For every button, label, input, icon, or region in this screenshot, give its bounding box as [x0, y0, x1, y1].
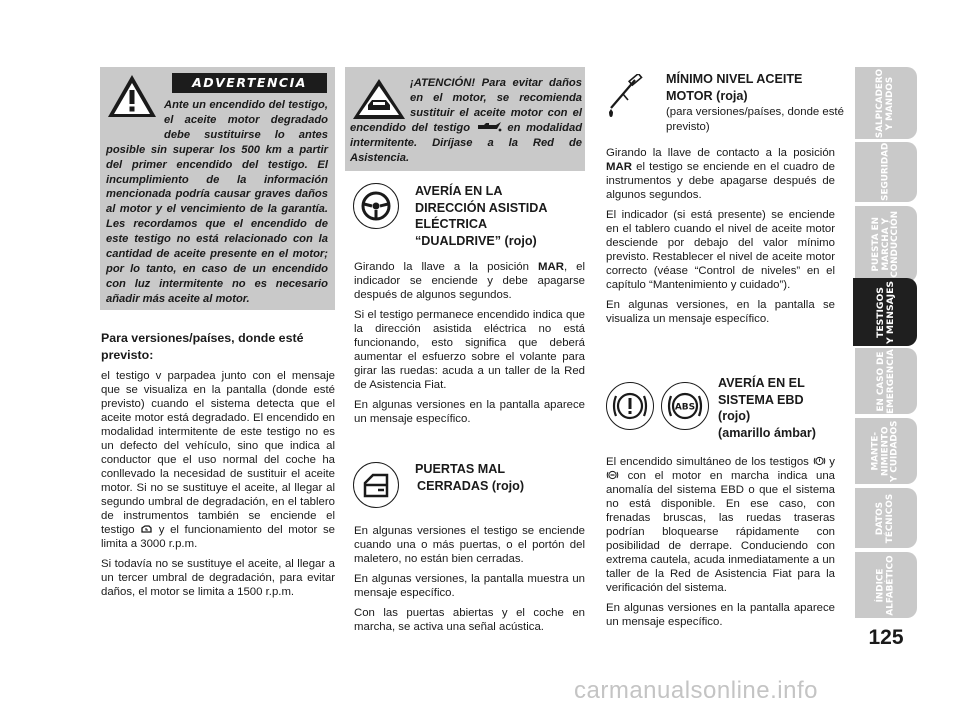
brake-warning-icon	[606, 382, 654, 430]
doors-body	[354, 524, 585, 640]
paragraph: Girando la llave a la posición MAR, el indicador se enciende y debe apagarse después de algunos segundos.	[354, 261, 585, 301]
ebd-title: AVERÍA EN EL SISTEMA EBD (rojo) (amarillo ámbar)	[718, 376, 816, 440]
oil-level-icon	[604, 74, 644, 120]
column-1	[101, 330, 335, 605]
tab-testigos[interactable]: TESTIGOS Y MENSAJES	[853, 278, 917, 346]
paragraph: Girando la llave de contacto a la posición MAR el testigo se enciende en el cuadro de instrumentos y debe apagarse después de algunos segundos.	[606, 147, 835, 201]
doors-title: PUERTAS MAL CERRADAS (rojo)	[415, 462, 525, 493]
paragraph: El encendido simultáneo de los testigos y con el motor en marcha indica una anomalía del sistema EBD o que el sistema no está disponible. En ese caso, con frenadas bruscas, las ruedas traseras podrían bloquearse rápidamente con posibilidad de derrape. Conduciendo con extrema cautela, acuda inmediatamente a un taller de la Red de Asistencia Fiat para la verificación del sistema.	[606, 456, 835, 594]
oil-title: MÍNIMO NIVEL ACEITE MOTOR (roja) (para versiones/países, donde esté previsto)	[666, 72, 844, 133]
paragraph: En algunas versiones en la pantalla aparece un mensaje específico.	[354, 399, 585, 425]
paragraph: El indicador (si está presente) se enciende en el tablero cuando el nivel de aceite motor desciende por debajo del valor mínimo previsto. Restablecer el nivel de aceite motor correcto (véase “Control de niveles” en el capítulo “Mantenimiento y cuidado”).	[606, 209, 835, 291]
oil-can-icon	[476, 121, 502, 132]
tab-salpicadero[interactable]: SALPICADERO Y MANDOS	[855, 67, 917, 139]
oil-degraded-icon	[140, 524, 153, 534]
paragraph: En algunas versiones, la pantalla muestra un mensaje específico.	[354, 573, 585, 599]
oil-body	[606, 146, 835, 332]
paragraph: En algunas versiones el testigo se enciende cuando una o más puertas, o el portón del maletero, no están bien cerradas.	[354, 525, 585, 565]
warning-heading: ADVERTENCIA	[172, 73, 327, 93]
brake-small-icon	[813, 456, 826, 466]
tab-emergencia[interactable]: EN CASO DE EMERGENCIA	[855, 348, 917, 414]
attention-text: ¡ATENCIÓN! Para evitar daños en el motor, se recomienda sustituir el aceite motor con el encendido del testigo en modalidad intermitente. Diríjase a la Red de Asistencia.	[350, 77, 583, 164]
abs-label: ABS	[674, 402, 696, 413]
warning-text: Ante un encendido del testigo, el aceite motor degradado debe sustituirse lo antes posible sin superar los 500 km a partir del primer encendido del testigo. El incumplimiento de la información mencionada podría causar graves daños al motor y el vencimiento de la garantía. Les recordamos que el encendido de este testigo no está relacionado con la cantidad de aceite presente en el motor; por lo tanto, en caso de un encendido con luz intermitente no es necesario añadir más aceite al motor.	[106, 99, 328, 305]
tab-mantenimiento[interactable]: MANTE- NIMIENTO Y CUIDADOS	[855, 418, 917, 484]
dualdrive-body	[354, 260, 585, 432]
open-door-warning-icon	[353, 462, 399, 508]
paragraph: En algunas versiones, en la pantalla se visualiza un mensaje específico.	[606, 299, 835, 325]
paragraph: Si todavía no se sustituye el aceite, al llegar a un tercer umbral de degradación, para evitar daños, el motor se limita a 1500 r.p.m.	[101, 558, 335, 598]
abs-warning-icon	[661, 382, 709, 430]
paragraph: el testigo v parpadea junto con el mensaje que se visualiza en la pantalla (donde esté previsto) cuando el sistema detecta que el aceite motor está degradado. El encendido en modalidad intermitente de este testigo no es un defecto del vehículo, sino que indica al conductor que el uso normal del coche ha conllevado la necesidad de sustituir el aceite motor. Si no se sustituye el aceite, al llegar al segundo umbral de degradación, en el tablero de instrumentos también se enciende el testigo y el funcionamiento del motor se limita a 3000 r.p.m.	[101, 370, 335, 550]
tab-puesta-en-marcha[interactable]: PUESTA EN MARCHA Y CONDUCCIÓN	[855, 206, 917, 282]
tab-seguridad[interactable]: SEGURIDAD	[855, 142, 917, 202]
paragraph: Si el testigo permanece encendido indica que la dirección asistida eléctrica no está funcionando, esto significa que deberá aumentar el esfuerzo sobre el volante para girar las ruedas: acuda a un taller de la Red de Asistencia Fiat.	[354, 309, 585, 391]
dualdrive-title: AVERÍA EN LA DIRECCIÓN ASISTIDA ELÉCTRICA “DUALDRIVE” (rojo)	[415, 184, 548, 248]
abs-small-icon	[606, 470, 619, 480]
paragraph: En algunas versiones en la pantalla aparece un mensaje específico.	[606, 602, 835, 628]
steering-wheel-warning-icon	[353, 183, 399, 229]
tab-datos-tecnicos[interactable]: DATOS TÉCNICOS	[855, 488, 917, 548]
watermark: carmanualsonline.info	[574, 677, 818, 704]
paragraph: Con las puertas abiertas y el coche en marcha, se activa una señal acústica.	[354, 607, 585, 633]
ebd-body	[606, 455, 835, 635]
page-number: 125	[868, 626, 904, 649]
tab-indice[interactable]: ÍNDICE ALFABÉTICO	[855, 552, 917, 618]
versions-heading: Para versiones/países, donde esté previsto:	[101, 331, 304, 362]
